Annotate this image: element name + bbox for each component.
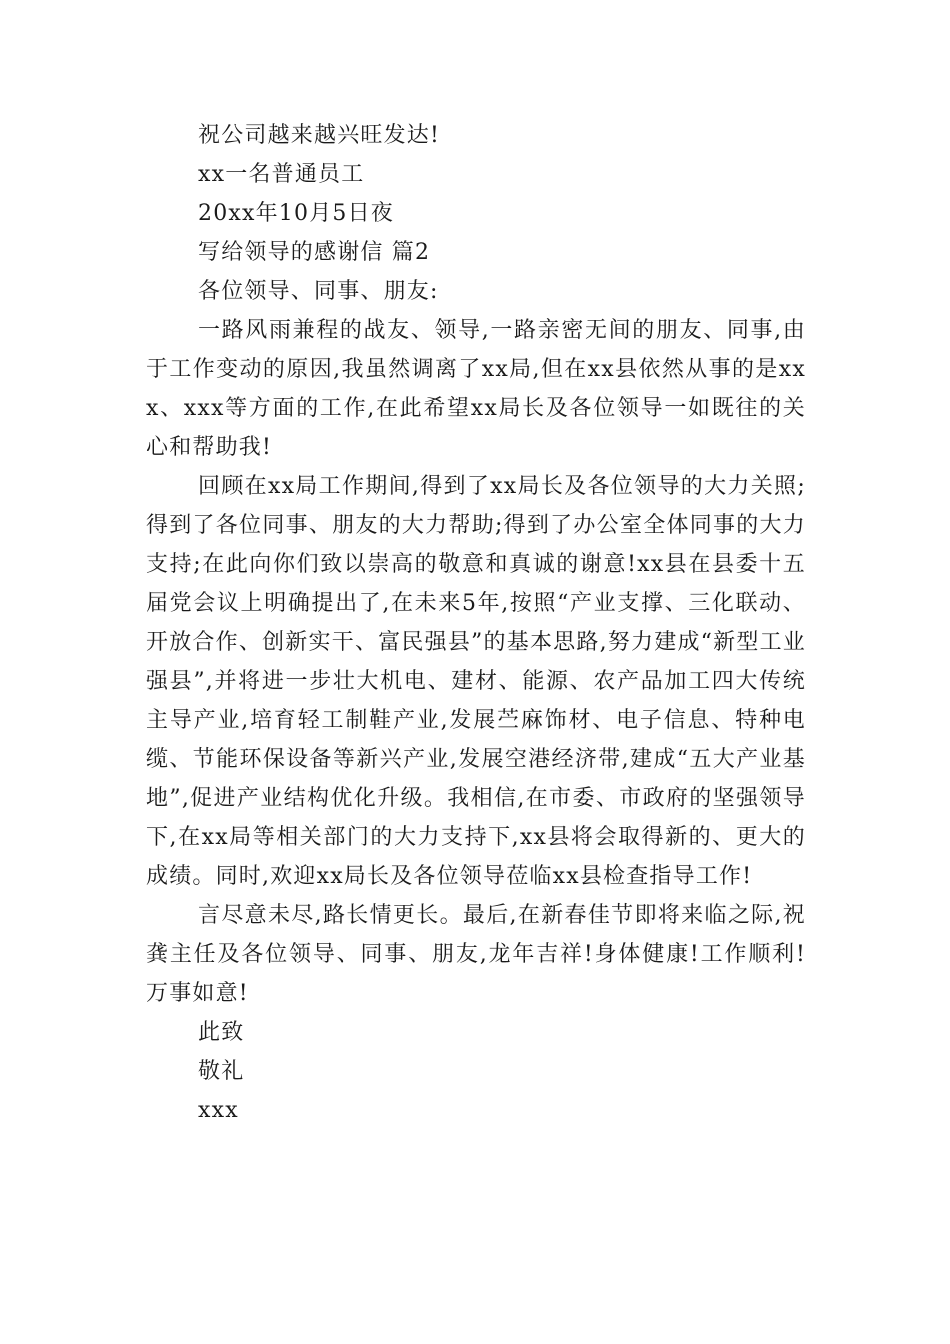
salutation: 各位领导、同事、朋友:: [198, 279, 439, 304]
wish-line: 祝公司越来越兴旺发达!: [198, 123, 441, 148]
signature-line: xx一名普通员工: [198, 162, 365, 187]
paragraph-review: 回顾在xx局工作期间,得到了xx局长及各位领导的大力关照;得到了各位同事、朋友的大力帮助;得到了办公室全体同事的大力支持;在此向你们致以崇高的敬意和真诚的谢意!xx县在县委十五届党会议上明确提出了,在未来5年,按照“产业支撑、三化联动、开放合作、创新实干、富民强县”的基本思路,努力建成“新型工业强县”,并将进一步壮大机电、建材、能源、农产品加工四大传统主导产业,培育轻工制鞋产业,发展苎麻饰材、电子信息、特种电缆、节能环保设备等新兴产业,发展空港经济带,建成“五大产业基地”,促进产业结构优化升级。我相信,在市委、市政府的坚强领导下,在xx局等相关部门的大力支持下,xx县将会取得新的、更大的成绩。同时,欢迎xx局长及各位领导莅临xx县检查指导工作!: [146, 474, 806, 889]
closing-signature: xxx: [198, 1098, 239, 1123]
section-title: 写给领导的感谢信 篇2: [198, 240, 431, 265]
document-body: [146, 116, 806, 1130]
paragraph-closing-wishes: 言尽意未尽,路长情更长。最后,在新春佳节即将来临之际,祝龚主任及各位领导、同事、朋友,龙年吉祥!身体健康!工作顺利!万事如意!: [146, 903, 806, 1006]
closing-jing-li: 敬礼: [198, 1059, 245, 1084]
closing-ci-zhi: 此致: [198, 1020, 245, 1045]
paragraph-intro: 一路风雨兼程的战友、领导,一路亲密无间的朋友、同事,由于工作变动的原因,我虽然调离了xx局,但在xx县依然从事的是xxx、xxx等方面的工作,在此希望xx局长及各位领导一如既往的关心和帮助我!: [146, 318, 806, 460]
date-line: 20xx年10月5日夜: [198, 201, 395, 226]
